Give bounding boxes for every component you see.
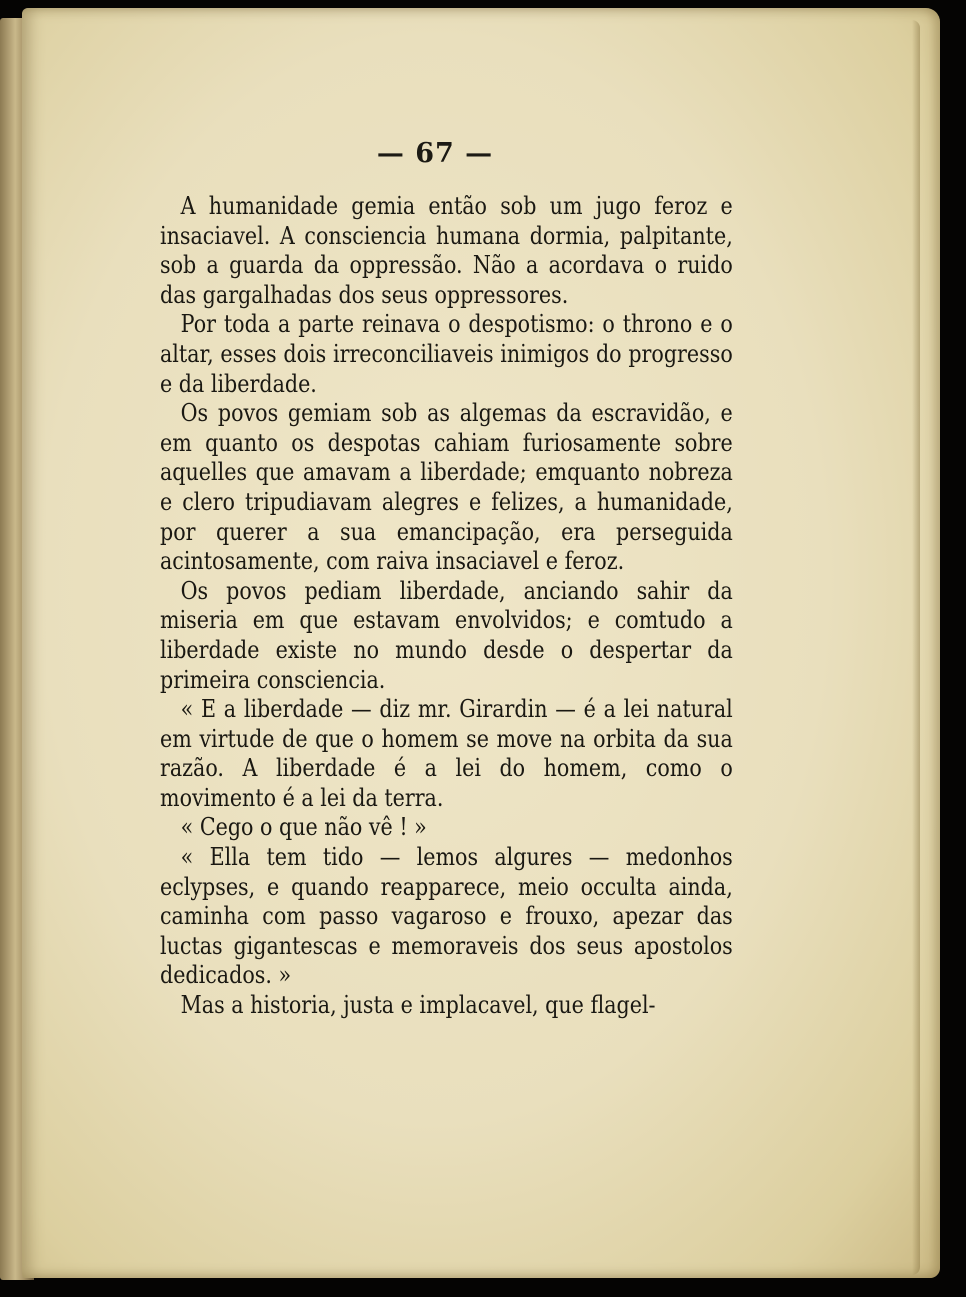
paragraph-7-quote: « Ella tem tido — lemos algures — medonhos eclypses, e quando reapparece, meio occulta ainda, caminha com passo vagaroso e frouxo, apezar das luctas gigantescas e memoraveis dos seus apostolos dedicados. » xyxy=(160,843,733,990)
paragraph-4: Os povos pediam liberdade, anciando sahir da miseria em que estavam envolvidos; e comtudo a liberdade existe no mundo desde o despertar da primeira consciencia. xyxy=(160,576,733,694)
page-number: — 67 — xyxy=(376,138,494,169)
page-edge-shadow xyxy=(912,20,920,1275)
page-body-text xyxy=(160,192,733,1021)
paragraph-5-quote: « E a liberdade — diz mr. Girardin — é a lei natural em virtude de que o homem se move na orbita da sua razão. A liberdade é a lei do homem, como o movimento é a lei da terra. xyxy=(160,695,733,812)
paragraph-2: Por toda a parte reinava o despotismo: o throno e o altar, esses dois irreconciliaveis inimigos do progresso e da liberdade. xyxy=(160,310,733,398)
paragraph-6-quote: « Cego o que não vê ! » xyxy=(180,813,427,842)
paragraph-8: Mas a historia, justa e implacavel, que flagel- xyxy=(180,991,656,1020)
paragraph-3: Os povos gemiam sob as algemas da escravidão, e em quanto os despotas cahiam furiosamente sobre aquelles que amavam a liberdade; emquanto nobreza e clero tripudiavam alegres e felizes, a humanidade, por querer a sua emancipação, era perseguida acintosamente, com raiva insaciavel e feroz. xyxy=(160,399,733,576)
paragraph-1: A humanidade gemia então sob um jugo feroz e insaciavel. A consciencia humana dormia, palpitante, sob a guarda da oppressão. Não a acordava o ruido das gargalhadas dos seus oppressores. xyxy=(160,192,733,309)
